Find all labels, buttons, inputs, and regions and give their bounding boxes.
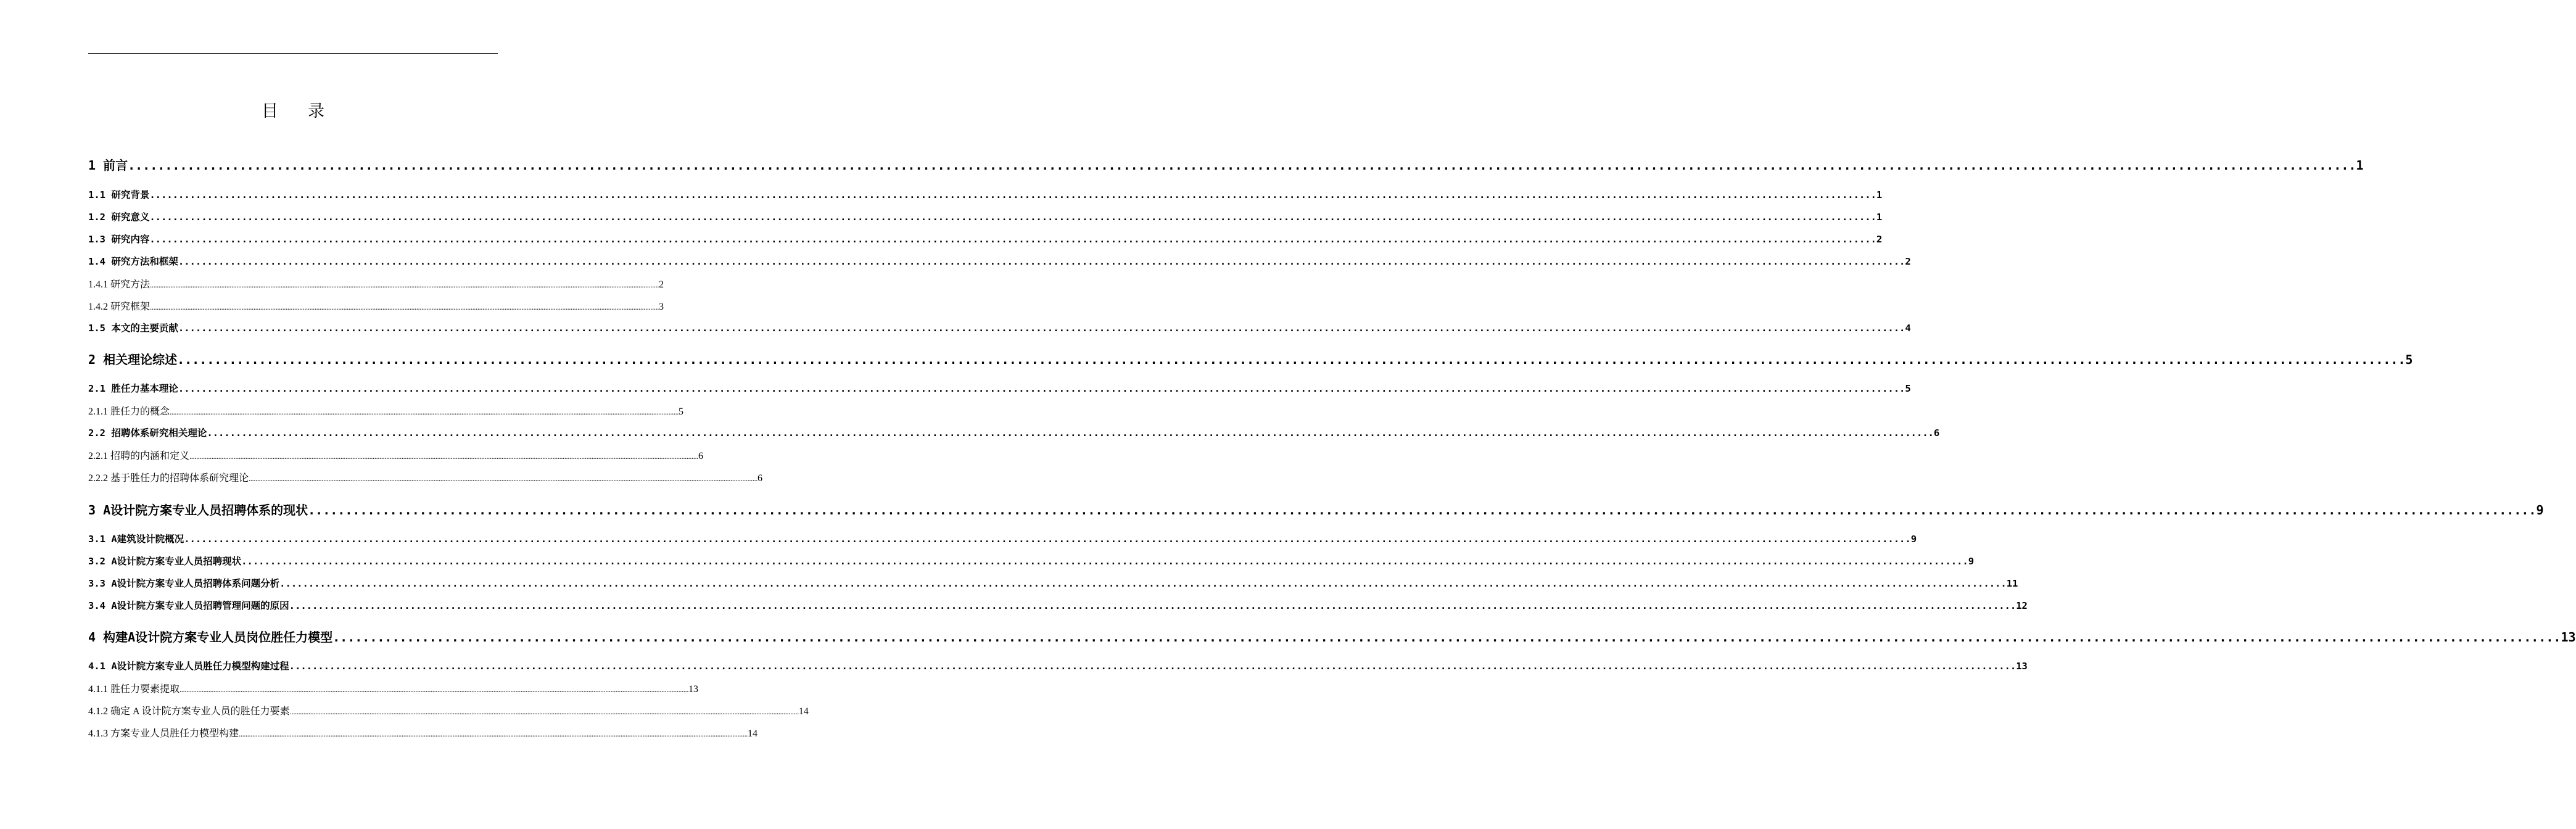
toc-leader-dots: ............................................................................................................................................................................................................................................................................................................ xyxy=(241,556,1968,567)
toc-leader-dots: ............................................................................................................................................................................................................................................................................................................ xyxy=(308,503,2537,518)
toc-entry[interactable] xyxy=(88,276,664,291)
toc-leader-dots: ............................................................................................................................................................................................................................................................................................................ xyxy=(239,729,748,738)
toc-leader-dots: ............................................................................................................................................................................................................................................................................................................ xyxy=(189,452,699,461)
toc-entry[interactable] xyxy=(88,155,2364,173)
toc-entry[interactable] xyxy=(88,188,1883,201)
toc-entry-label: 3 A设计院方案专业人员招聘体系的现状 xyxy=(88,503,308,518)
toc-leader-dots: ............................................................................................................................................................................................................................................................................................................ xyxy=(149,234,1876,245)
toc-page-number: 13 xyxy=(688,684,699,695)
toc-entry[interactable] xyxy=(88,681,699,695)
toc-entry[interactable] xyxy=(88,576,2018,590)
toc-leader-dots: ............................................................................................................................................................................................................................................................................................................ xyxy=(150,302,659,311)
toc-entry-label: 2.1 胜任力基本理论 xyxy=(88,383,178,394)
toc-page-number: 1 xyxy=(1876,189,1883,200)
toc-leader-dots: ............................................................................................................................................................................................................................................................................................................ xyxy=(289,707,799,716)
toc-entry-label: 1.4 研究方法和框架 xyxy=(88,256,178,267)
toc-entry-label: 2.1.1 胜任力的概念 xyxy=(88,406,170,417)
toc-entry-label: 1.2 研究意义 xyxy=(88,212,150,223)
toc-page-number: 2 xyxy=(1876,234,1883,245)
toc-entry-label: 2 相关理论综述 xyxy=(88,352,178,367)
toc-page-number: 5 xyxy=(2405,352,2413,367)
toc-entry-label: 2.2.2 基于胜任力的招聘体系研究理论 xyxy=(88,473,249,484)
toc-entry[interactable] xyxy=(88,500,2544,518)
toc-page-number: 6 xyxy=(758,473,763,484)
toc-entry[interactable] xyxy=(88,554,1975,567)
toc-entry[interactable] xyxy=(88,725,758,740)
toc-page-number: 12 xyxy=(2016,600,2028,611)
toc-leader-dots: ............................................................................................................................................................................................................................................................................................................ xyxy=(178,323,1905,334)
toc-page-number: 1 xyxy=(2356,158,2364,173)
toc-page-number: 1 xyxy=(1876,212,1883,223)
toc-leader-dots: ............................................................................................................................................................................................................................................................................................................ xyxy=(178,256,1905,267)
toc-leader-dots: ............................................................................................................................................................................................................................................................................................................ xyxy=(128,158,2356,173)
toc-leader-dots: ............................................................................................................................................................................................................................................................................................................ xyxy=(177,352,2406,367)
toc-page-number: 11 xyxy=(2006,578,2018,589)
toc-heading: 目录 xyxy=(262,102,354,121)
toc-leader-dots: ............................................................................................................................................................................................................................................................................................................ xyxy=(180,685,689,694)
toc-page-number: 9 xyxy=(1910,534,1917,545)
toc-entry[interactable] xyxy=(88,232,1883,245)
toc-entry-label: 1.4.2 研究框架 xyxy=(88,302,151,312)
toc-entry-label: 4 构建A设计院方案专业人员岗位胜任力模型 xyxy=(88,630,333,645)
toc-entry[interactable] xyxy=(88,350,2413,368)
toc-page-number: 3 xyxy=(659,302,664,312)
toc-leader-dots: ............................................................................................................................................................................................................................................................................................................ xyxy=(289,600,2017,611)
toc-entry[interactable] xyxy=(88,321,1911,334)
toc-leader-dots: ............................................................................................................................................................................................................................................................................................................ xyxy=(149,212,1876,223)
toc-entry-label: 3.2 A设计院方案专业人员招聘现状 xyxy=(88,556,242,567)
toc-leader-dots: ............................................................................................................................................................................................................................................................................................................ xyxy=(207,427,1934,439)
toc-entry[interactable] xyxy=(88,598,2028,612)
toc-entry[interactable] xyxy=(88,403,684,418)
toc-page-number: 2 xyxy=(1905,256,1911,267)
toc-entry-label: 2.2.1 招聘的内涵和定义 xyxy=(88,451,190,461)
toc-leader-dots: ............................................................................................................................................................................................................................................................................................................ xyxy=(249,474,758,483)
toc-entry[interactable] xyxy=(88,659,2028,672)
toc-leader-dots: ............................................................................................................................................................................................................................................................................................................ xyxy=(149,189,1876,200)
toc-entry-label: 4.1.2 确定 A 设计院方案专业人员的胜任力要素 xyxy=(88,706,290,717)
toc-page-number: 5 xyxy=(679,406,684,417)
toc-page-number: 4 xyxy=(1905,323,1911,334)
toc-entry[interactable] xyxy=(88,532,1917,545)
toc-leader-dots: ............................................................................................................................................................................................................................................................................................................ xyxy=(279,578,2007,589)
toc-entry[interactable] xyxy=(88,254,1911,268)
toc-entry[interactable] xyxy=(88,381,1911,395)
toc-entry-label: 3.1 A建筑设计院概况 xyxy=(88,534,184,545)
toc-entry-label: 1.4.1 研究方法 xyxy=(88,279,151,290)
toc-entry[interactable] xyxy=(88,299,664,313)
toc-leader-dots: ............................................................................................................................................................................................................................................................................................................ xyxy=(289,661,2017,672)
toc-page-number: 5 xyxy=(1905,383,1911,394)
toc-entry-label: 1 前言 xyxy=(88,158,128,173)
toc-entry-label: 3.3 A设计院方案专业人员招聘体系问题分析 xyxy=(88,578,280,589)
toc-leader-dots: ............................................................................................................................................................................................................................................................................................................ xyxy=(178,383,1905,394)
toc-entry-label: 1.3 研究内容 xyxy=(88,234,150,245)
toc-entry[interactable] xyxy=(88,448,704,462)
toc-page-number: 9 xyxy=(1968,556,1975,567)
toc-entry[interactable] xyxy=(88,426,1940,439)
toc-page-number: 13 xyxy=(2016,661,2028,672)
toc-entry-label: 1.1 研究背景 xyxy=(88,189,150,200)
toc-page-number: 9 xyxy=(2536,503,2544,518)
toc-entry-label: 4.1.1 胜任力要素提取 xyxy=(88,684,180,695)
toc-leader-dots: ............................................................................................................................................................................................................................................................................................................ xyxy=(150,280,659,289)
toc-entry-label: 3.4 A设计院方案专业人员招聘管理问题的原因 xyxy=(88,600,289,611)
toc-page-number: 14 xyxy=(798,706,809,717)
toc-page-number: 13 xyxy=(2561,630,2576,645)
toc-entry[interactable] xyxy=(88,703,809,717)
toc-leader-dots: ............................................................................................................................................................................................................................................................................................................ xyxy=(332,630,2561,645)
toc-page-number: 2 xyxy=(659,279,664,290)
header-rule xyxy=(88,53,498,54)
toc-entry-label: 4.1 A设计院方案专业人员胜任力模型构建过程 xyxy=(88,661,289,672)
toc-page-number: 6 xyxy=(1933,427,1940,439)
toc-page-number: 14 xyxy=(748,728,758,739)
toc-entry-label: 2.2 招聘体系研究相关理论 xyxy=(88,427,207,439)
toc-entry-label: 1.5 本文的主要贡献 xyxy=(88,323,178,334)
toc-page-number: 6 xyxy=(698,451,704,461)
toc-entry-label: 4.1.3 方案专业人员胜任力模型构建 xyxy=(88,728,239,739)
toc-leader-dots: ............................................................................................................................................................................................................................................................................................................ xyxy=(184,534,1911,545)
toc-entry[interactable] xyxy=(88,210,1883,223)
toc-entry[interactable] xyxy=(88,627,2576,645)
toc-leader-dots: ............................................................................................................................................................................................................................................................................................................ xyxy=(170,407,679,416)
toc-entry[interactable] xyxy=(88,470,763,484)
